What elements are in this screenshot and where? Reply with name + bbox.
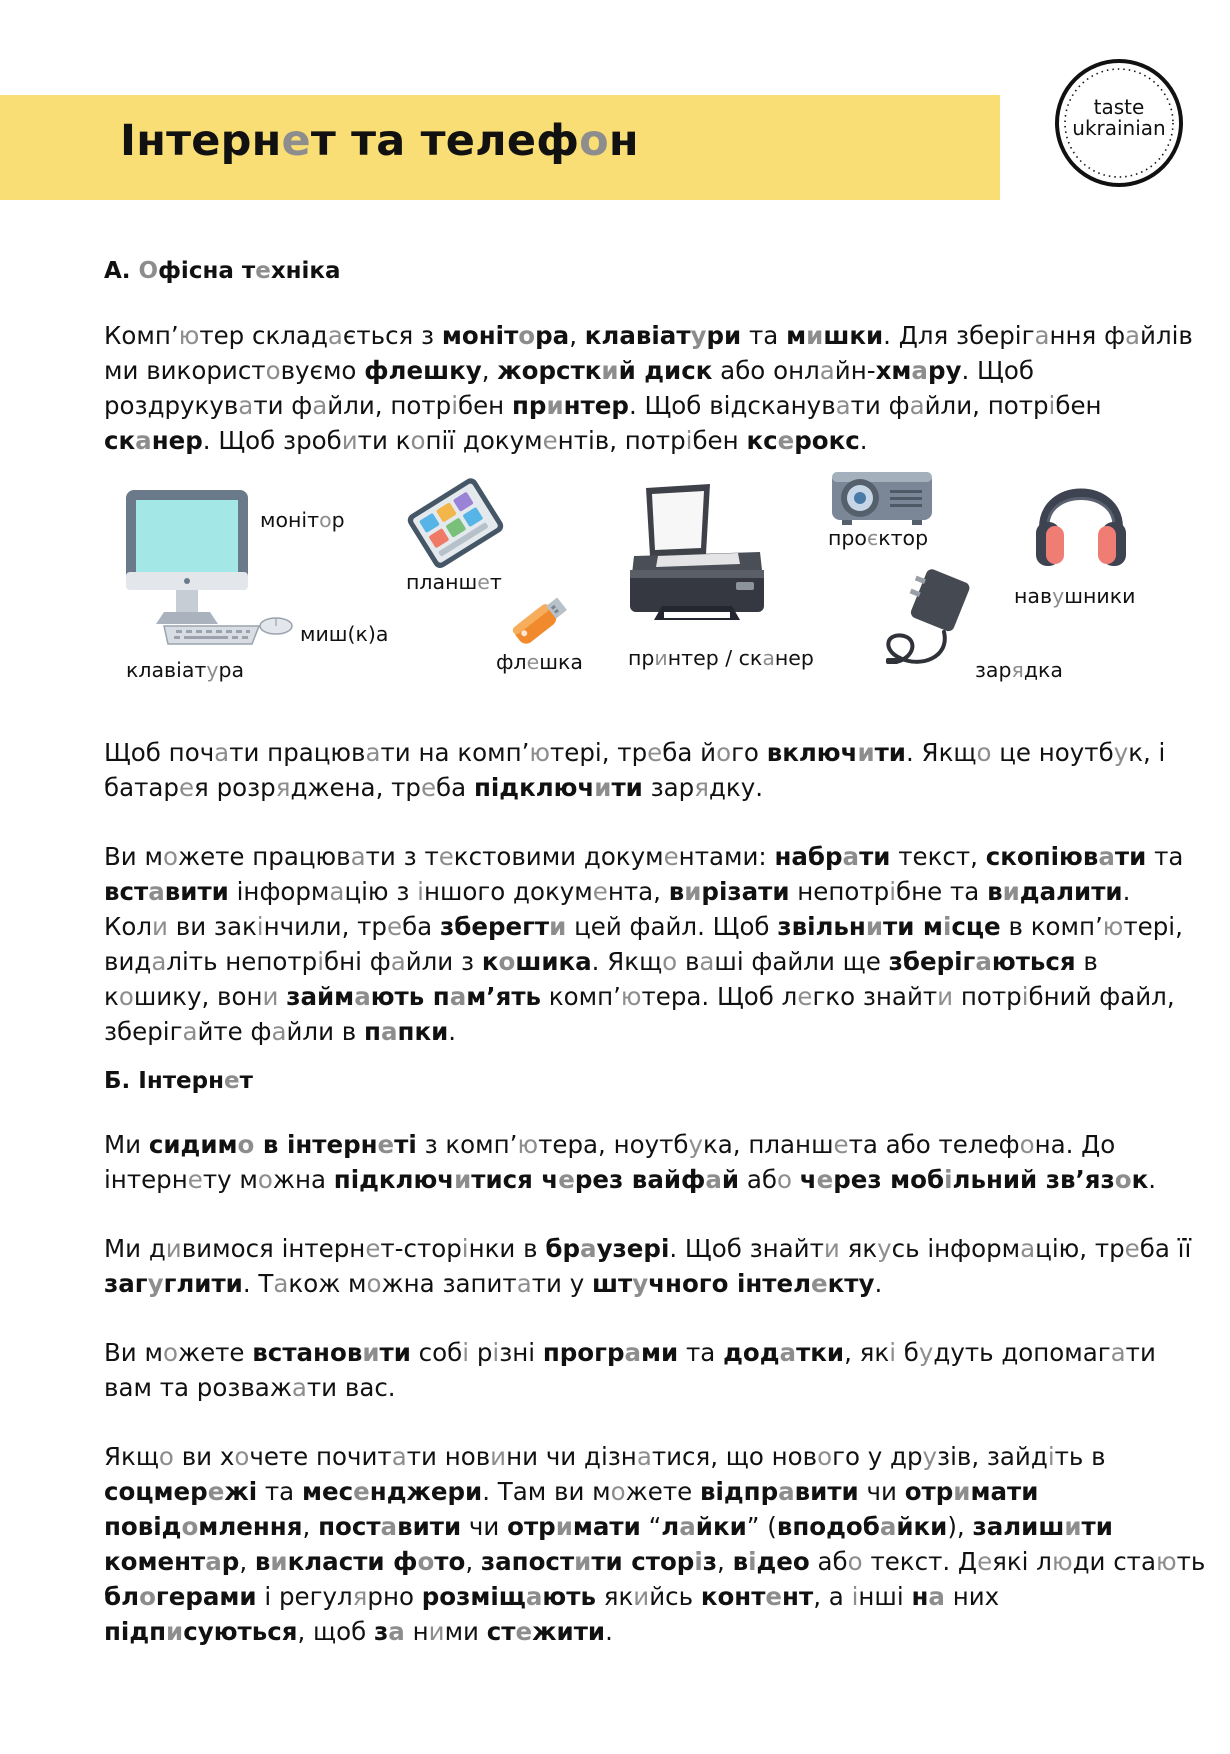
page-title: Інтернет та телефон (120, 116, 639, 166)
text-line: видаліть непотрібні файли з кошика. Якщо ваші файли ще зберігаються в (104, 947, 1098, 976)
logo-line-taste: taste (1093, 95, 1145, 119)
section-a-heading: А. Офісна техніка (104, 258, 341, 284)
text-line: Ми дивимося інтернет-сторінки в браузері. Щоб знайти якусь інформацію, треба її (104, 1234, 1192, 1263)
printer-scanner-icon (628, 482, 766, 636)
text-line: Комп’ютер складається з монітора, клавіатури та мишки. Для зберігання файлів (104, 321, 1193, 350)
text-line: кошику, вони займають пам’ять комп’ютера. Щоб легко знайти потрібний файл, (104, 982, 1175, 1011)
text-line: Ми сидимо в інтернеті з комп’ютера, ноутбука, планшета або телефона. До (104, 1130, 1116, 1159)
text-line: підписуються, щоб за ними стежити. (104, 1617, 613, 1646)
text-line: Ви можете встановити собі різні програми та додатки, які будуть допомагати (104, 1338, 1156, 1367)
section-b-paragraph-3 (104, 1335, 1156, 1405)
projector-icon (826, 462, 938, 532)
tablet-icon (402, 478, 510, 574)
label-keyboard: клавіатура (126, 658, 245, 682)
label-mouse: миш(к)а (300, 622, 389, 646)
text-line: Щоб почати працювати на комп’ютері, треба його включити. Якщо це ноутбук, і (104, 738, 1166, 767)
text-line: Коли ви закінчили, треба зберегти цей файл. Щоб звільнити місце в комп’ютері, (104, 912, 1183, 941)
section-a-paragraph-3 (104, 839, 1184, 1049)
text-line: ми використовуємо флешку, жорсткий диск або онлайн-хмару. Щоб (104, 356, 1034, 385)
label-printer-scanner: принтер / сканер (628, 646, 814, 670)
section-a-paragraph-1 (104, 318, 1193, 458)
taste-ukrainian-logo (1054, 58, 1184, 188)
section-b-paragraph-2 (104, 1231, 1192, 1301)
label-flash-drive: флешка (496, 650, 583, 674)
text-line: Ви можете працювати з текстовими документами: набрати текст, скопіювати та (104, 842, 1184, 871)
text-line: вам та розважати вас. (104, 1373, 396, 1402)
label-monitor: монітор (260, 508, 345, 532)
label-tablet: планшет (406, 570, 502, 594)
text-line: соцмережі та месенджери. Там ви можете відправити чи отримати (104, 1477, 1039, 1506)
section-b-paragraph-4 (104, 1439, 1206, 1649)
logo-line-ukrainian: ukrainian (1072, 116, 1166, 140)
text-line: сканер. Щоб зробити копії документів, потрібен ксерокс. (104, 426, 868, 455)
text-line: Якщо ви хочете почитати новини чи дізнатися, що нового у друзів, зайдіть в (104, 1442, 1106, 1471)
text-line: загуглити. Також можна запитати у штучного інтелекту. (104, 1269, 883, 1298)
headphones-icon (1034, 464, 1128, 576)
text-line: інтернету можна підключитися через вайфай або через мобільний зв’язок. (104, 1165, 1157, 1194)
label-charger: зарядка (975, 658, 1063, 682)
text-line: зберігайте файли в папки. (104, 1017, 457, 1046)
text-line: повідомлення, поставити чи отримати “лайки” (вподобайки), залишити (104, 1512, 1113, 1541)
section-a-paragraph-2 (104, 735, 1166, 805)
text-line: коментар, викласти фото, запостити сторіз, відео або текст. Деякі люди стають (104, 1547, 1206, 1576)
logo-text (1054, 97, 1184, 139)
text-line: роздрукувати файли, потрібен принтер. Щоб відсканувати файли, потрібен (104, 391, 1102, 420)
charger-icon (874, 562, 984, 674)
label-projector: проєктор (828, 526, 929, 550)
text-line: батарея розряджена, треба підключити зарядку. (104, 773, 764, 802)
text-line: блогерами і регулярно розміщають якийсь контент, а інші на них (104, 1582, 1000, 1611)
text-line: вставити інформацію з іншого документа, вирізати непотрібне та видалити. (104, 877, 1131, 906)
label-headphones: навушники (1014, 584, 1136, 608)
flash-drive-icon (506, 590, 574, 656)
section-b-paragraph-1 (104, 1127, 1157, 1197)
section-b-heading: Б. Інтернет (104, 1068, 253, 1094)
